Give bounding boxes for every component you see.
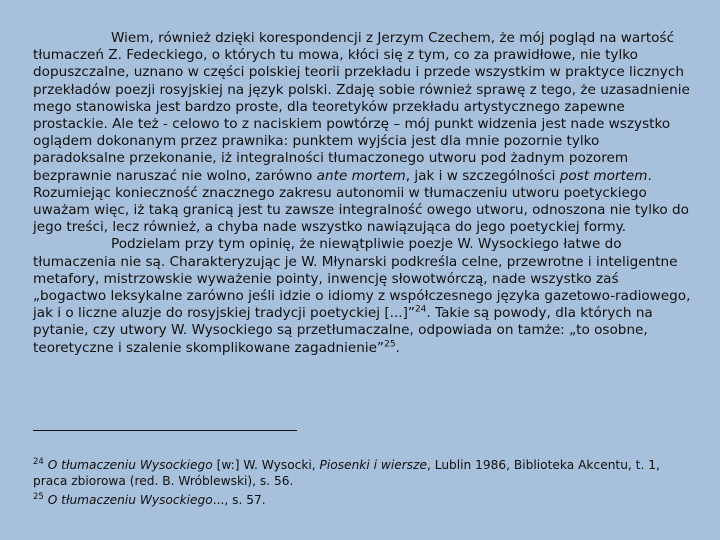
footnote-separator: [33, 430, 297, 431]
paragraph-2: [33, 236, 693, 356]
footnote-book-title: Piosenki i wiersze: [319, 458, 427, 472]
footnote-text-end: , Lublin 1986, Biblioteka Akcentu, t. 1, praca zbiorowa (red. B. Wróblewski), s. 56.: [33, 458, 660, 488]
footnote-ref-25: 25: [384, 339, 396, 350]
footnote-text: [w:] W. Wysocki,: [212, 458, 320, 472]
paragraph-1: [33, 30, 693, 236]
footnote-ref-24: 24: [414, 304, 427, 315]
paragraph-1-text-a: Wiem, również dzięki korespondencji z Jerzym Czechem, że mój pogląd na wartość tłumaczeń Z. Fedeckiego, o których tu mowa, kłóci się z tym, co za prawidłowe, nie tylko dopuszczalne, uznano w części polskiej teorii przekładu i przede wszystkim w praktyce licznych przekładów poezji rosyjskiej na język polski. Zdaję sobie również sprawę z tego, że uzasadnienie mego stanowiska jest bardzo proste, dla teoretyków przekładu artystycznego zapewne prostackie. Ale też - celowo to z naciskiem powtórzę – mój punkt widzenia jest nade wszystko oglądem dokonanym przez prawnika: punktem wyjścia jest dla mnie pozornie tylko paradoksalne przekonanie, iż integralności tłumaczonego utworu pod żadnym pozorem bezprawnie naruszać nie wolno, zarówno: [33, 30, 690, 184]
main-text: [33, 30, 693, 357]
footnote-text: ..., s. 57.: [212, 493, 266, 507]
footnote-number: 24: [33, 456, 44, 467]
paragraph-1-text-b: , jak i w szczególności: [405, 167, 560, 184]
footnotes: [33, 458, 698, 513]
footnote-title: O tłumaczeniu Wysockiego: [43, 493, 213, 507]
footnote-title: O tłumaczeniu Wysockiego: [43, 458, 213, 472]
paragraph-2-text-a: Podzielam przy tym opinię, że niewątpliwie poezje W. Wysockiego łatwe do tłumaczenia nie są. Charakteryzując je W. Młynarski podkreśla celne, przewrotne i inteligentne metafory, mistrzowskie wyważenie pointy, inwencję słowotwórczą, nade wszystko zaś „bogactwo leksykalne zarówno jeśli idzie o idiomy z współczesnego języka gazetowo-radiowego, jak i o liczne aluzje do rosyjskiej tradycji poetyckiej [...]”: [33, 236, 691, 322]
paragraph-2-text-c: .: [395, 339, 400, 356]
paragraph-1-text-c: . Rozumiejąc konieczność znacznego zakresu autonomii w tłumaczeniu utworu poetyckiego uważam więc, iż taką granicą jest tu zawsze integralność owego utworu, odnoszona nie tylko do jego treści, lecz również, a chyba nade wszystko nawiązująca do jego poetyckiej formy.: [33, 167, 689, 236]
italic-post-mortem: post mortem: [559, 167, 648, 184]
footnote-25: [33, 493, 698, 509]
footnote-number: 25: [33, 491, 44, 502]
italic-ante-mortem: ante mortem: [316, 167, 406, 184]
paragraph-2-text-b: . Takie są powody, dla których na pytanie, czy utwory W. Wysockiego są przetłumaczalne, odpowiada on tamże: „to osobne, teoretyczne i szalenie skomplikowane zagadnienie”: [33, 305, 653, 356]
footnote-24: [33, 458, 698, 489]
